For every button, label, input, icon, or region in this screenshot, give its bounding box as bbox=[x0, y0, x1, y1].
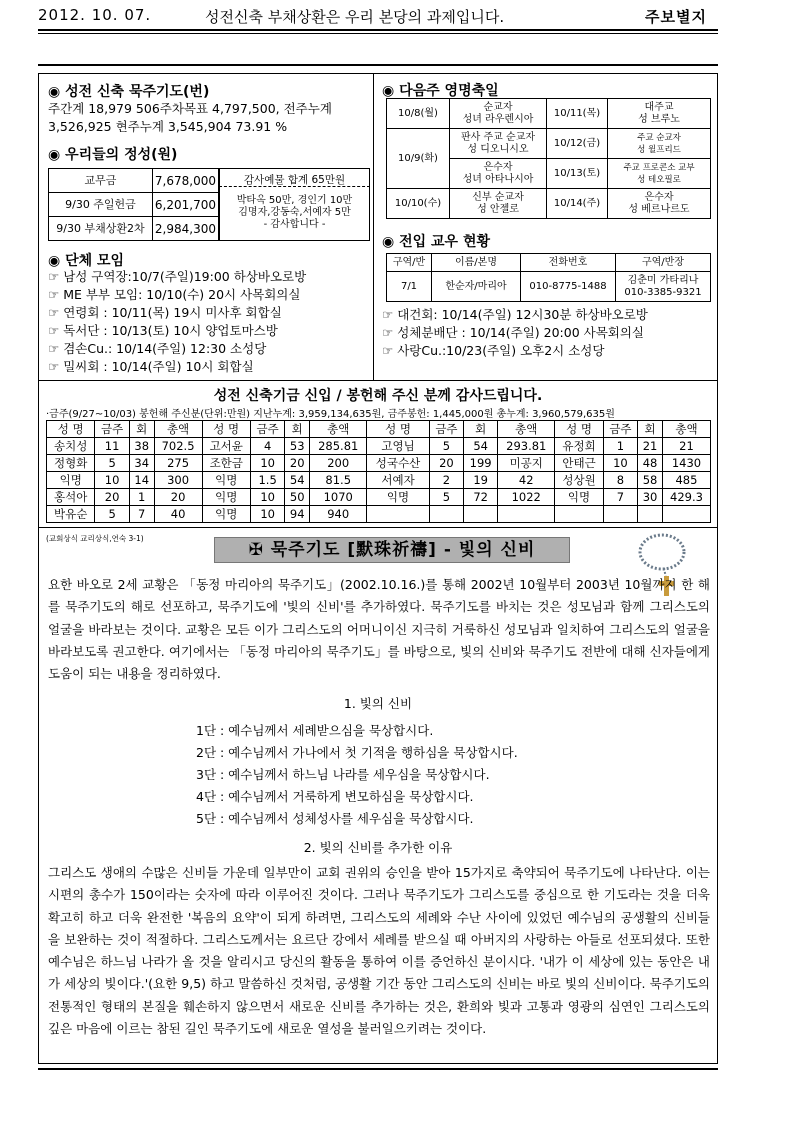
donation-cell: 1 bbox=[129, 489, 154, 506]
donation-cell: 58 bbox=[638, 472, 663, 489]
donation-cell: 8 bbox=[603, 472, 637, 489]
feast-date: 10/14(주) bbox=[547, 189, 608, 219]
feast-heading: ◉ 다음주 영명축일 bbox=[382, 83, 499, 99]
donation-cell: 익명 bbox=[202, 472, 250, 489]
donation-cell bbox=[603, 506, 637, 523]
donation-cell: 14 bbox=[129, 472, 154, 489]
donation-cell: 고영님 bbox=[367, 438, 429, 455]
donation-cell: 485 bbox=[662, 472, 710, 489]
donation-cell: 50 bbox=[285, 489, 310, 506]
header-rule bbox=[38, 29, 718, 31]
column-header: 회 bbox=[464, 421, 498, 438]
thanks-line-2: 김명자,강동숙,서예자 5만 bbox=[238, 207, 351, 218]
donation-cell: 94 bbox=[285, 506, 310, 523]
table-header-row bbox=[47, 421, 711, 438]
column-header: 금주 bbox=[250, 421, 284, 438]
donation-cell: 20 bbox=[95, 489, 129, 506]
donation-cell: 1 bbox=[603, 438, 637, 455]
donation-cell bbox=[367, 506, 429, 523]
donation-cell: 285.81 bbox=[310, 438, 367, 455]
list-item: ☞ 성체분배단 : 10/14(주일) 20:00 사목회의실 bbox=[382, 325, 644, 340]
donation-cell: 2 bbox=[429, 472, 463, 489]
donation-cell: 20 bbox=[285, 455, 310, 472]
offering-row bbox=[49, 193, 219, 217]
column-header: 금주 bbox=[95, 421, 129, 438]
donation-cell: 300 bbox=[154, 472, 202, 489]
donation-cell: 미공지 bbox=[498, 455, 555, 472]
donation-cell: 안태근 bbox=[555, 455, 603, 472]
list-item: ☞ 겸손Cu.: 10/14(주일) 12:30 소성당 bbox=[48, 341, 267, 356]
donation-cell: 53 bbox=[285, 438, 310, 455]
article-banner: ✠ 묵주기도 [默珠祈禱] - 빛의 신비 bbox=[214, 537, 570, 563]
article-source: (교회상식 교리상식,연숙 3-1) bbox=[46, 534, 144, 543]
thanks-line-3: - 감사합니다 - bbox=[263, 219, 326, 230]
bulletin-date: 2012. 10. 07. bbox=[38, 6, 152, 24]
article-intro: 요한 바오로 2세 교황은 「동정 마리아의 묵주기도」(2002.10.16.)를 통해 2002년 10월부터 2003년 10월까지 한 해를 묵주기도의 해로 선포하고, 묵주기도에 '빛의 신비'를 추가하였다. 묵주기도를 바치는 것은 성모님과 함께 그리스도의 얼굴을 바라보는 것이다. 교황은 모든 이가 그리스도의 어머니이신 지극히 거룩하신 성모님과 일치하여 그리스도의 얼굴을 바라보도록 권고한다. 여기에서는 「동정 마리아의 묵주기도」를 바탕으로, 빛의 신비와 묵주기도 전반에 대해 신자들에게 도움이 되는 내용을 정리하였다. bbox=[48, 577, 710, 682]
hand-pointer-icon: ☞ bbox=[48, 341, 64, 356]
donation-cell: 42 bbox=[498, 472, 555, 489]
table-row bbox=[387, 254, 711, 272]
donation-cell: 10 bbox=[250, 506, 284, 523]
section-heading-2: 2. 빛의 신비를 추가한 이유 bbox=[303, 840, 453, 855]
list-item: 4단 : 예수님께서 거룩하게 변모하심을 묵상합시다. bbox=[196, 789, 474, 804]
column-header: 총액 bbox=[310, 421, 367, 438]
groups-heading: ◉ 단체 모임 bbox=[48, 253, 125, 269]
donation-cell: 정형화 bbox=[47, 455, 95, 472]
donation-cell: 702.5 bbox=[154, 438, 202, 455]
donation-cell: 19 bbox=[464, 472, 498, 489]
donation-table bbox=[46, 420, 711, 523]
donation-cell bbox=[638, 506, 663, 523]
list-item: ☞ ME 부부 모임: 10/10(수) 20시 사목회의실 bbox=[48, 287, 301, 302]
donation-cell: 익명 bbox=[555, 489, 603, 506]
bullet-icon: ◉ bbox=[382, 234, 400, 250]
transfer-cell: 010-8775-1488 bbox=[521, 272, 616, 302]
offering-heading: ◉ 우리들의 정성(원) bbox=[48, 147, 178, 163]
bulletin-headline: 성전신축 부채상환은 우리 본당의 과제입니다. bbox=[205, 8, 505, 26]
rosary-line-1: 주간계 18,979 506주차목표 4,797,500, 전주누계 bbox=[48, 101, 332, 116]
column-header: 총액 bbox=[662, 421, 710, 438]
donation-cell: 54 bbox=[464, 438, 498, 455]
table-row bbox=[47, 438, 711, 455]
donation-cell: 81.5 bbox=[310, 472, 367, 489]
list-item: ☞ 남성 구역장:10/7(주일)19:00 하상바오로방 bbox=[48, 269, 307, 284]
donation-cell: 7 bbox=[603, 489, 637, 506]
column-divider bbox=[373, 73, 374, 380]
donation-cell bbox=[662, 506, 710, 523]
transfer-cell: 한순자/마리아 bbox=[432, 272, 521, 302]
donation-cell: 11 bbox=[95, 438, 129, 455]
donation-cell: 1430 bbox=[662, 455, 710, 472]
list-item: ☞ 사랑Cu.:10/23(주일) 오후2시 소성당 bbox=[382, 343, 605, 358]
donation-cell: 54 bbox=[285, 472, 310, 489]
bullet-icon: ◉ bbox=[382, 83, 400, 99]
feast-date: 10/11(목) bbox=[547, 99, 608, 129]
column-header: 총액 bbox=[498, 421, 555, 438]
column-header: 금주 bbox=[429, 421, 463, 438]
table-row bbox=[387, 272, 711, 302]
column-header: 성 명 bbox=[555, 421, 603, 438]
top-rule bbox=[38, 64, 718, 66]
hand-pointer-icon: ☞ bbox=[382, 325, 398, 340]
donation-cell: 박유순 bbox=[47, 506, 95, 523]
feast-saint: 주교 순교자 성 윌프리드 bbox=[608, 129, 711, 159]
donation-cell bbox=[555, 506, 603, 523]
hand-pointer-icon: ☞ bbox=[382, 343, 398, 358]
offering-value: 7,678,000 bbox=[152, 169, 218, 193]
bullet-icon: ◉ bbox=[48, 253, 66, 269]
offering-label: 교무금 bbox=[49, 169, 153, 193]
column-header: 회 bbox=[285, 421, 310, 438]
donation-cell: 성상원 bbox=[555, 472, 603, 489]
donation-cell: 21 bbox=[638, 438, 663, 455]
hand-pointer-icon: ☞ bbox=[48, 269, 64, 284]
feast-date: 10/10(수) bbox=[387, 189, 450, 219]
donation-cell: 72 bbox=[464, 489, 498, 506]
section-divider-1 bbox=[38, 380, 718, 381]
column-header: 전화번호 bbox=[521, 254, 616, 272]
donation-cell: 20 bbox=[429, 455, 463, 472]
hand-pointer-icon: ☞ bbox=[48, 359, 64, 374]
donation-cell: 30 bbox=[638, 489, 663, 506]
donation-cell: 429.3 bbox=[662, 489, 710, 506]
feast-saint: 은수자 성녀 아타나시아 bbox=[450, 159, 547, 189]
donation-cell: 1022 bbox=[498, 489, 555, 506]
transfer-heading: ◉ 전입 교우 현황 bbox=[382, 234, 490, 250]
column-header: 성 명 bbox=[202, 421, 250, 438]
donation-title: 성전 신축기금 신입 / 봉헌해 주신 분께 감사드립니다. bbox=[213, 388, 543, 404]
donation-cell: 조한금 bbox=[202, 455, 250, 472]
feast-date: 10/12(금) bbox=[547, 129, 608, 159]
donation-cell: 익명 bbox=[47, 472, 95, 489]
donation-cell: 10 bbox=[95, 472, 129, 489]
donation-cell: 940 bbox=[310, 506, 367, 523]
offering-row bbox=[49, 169, 219, 193]
bullet-icon: ◉ bbox=[48, 147, 66, 163]
rosary-heading: ◉ 성전 신축 묵주기도(번) bbox=[48, 84, 210, 100]
column-header: 성 명 bbox=[367, 421, 429, 438]
hand-pointer-icon: ☞ bbox=[48, 305, 64, 320]
donation-cell: 21 bbox=[662, 438, 710, 455]
feast-date: 10/13(토) bbox=[547, 159, 608, 189]
donation-cell: 유정희 bbox=[555, 438, 603, 455]
donation-cell: 익명 bbox=[202, 489, 250, 506]
donation-cell: 익명 bbox=[202, 506, 250, 523]
donation-cell: 10 bbox=[603, 455, 637, 472]
donation-cell: 293.81 bbox=[498, 438, 555, 455]
table-row bbox=[387, 129, 711, 159]
donation-cell: 서예자 bbox=[367, 472, 429, 489]
table-row bbox=[47, 489, 711, 506]
donation-cell: 5 bbox=[95, 506, 129, 523]
transfer-table bbox=[386, 253, 711, 302]
transfer-cell: 김춘미 가타리나 010-3385-9321 bbox=[616, 272, 711, 302]
offering-label: 9/30 부채상환2차 bbox=[49, 217, 153, 241]
donation-cell: 20 bbox=[154, 489, 202, 506]
donation-cell bbox=[498, 506, 555, 523]
feast-date: 10/9(화) bbox=[387, 129, 450, 189]
footer-rule bbox=[38, 1068, 718, 1070]
offering-table bbox=[48, 168, 219, 241]
feast-table bbox=[386, 98, 711, 219]
hand-pointer-icon: ☞ bbox=[48, 323, 64, 338]
offering-label: 9/30 주일헌금 bbox=[49, 193, 153, 217]
donation-cell: 10 bbox=[250, 489, 284, 506]
donation-cell: 고서윤 bbox=[202, 438, 250, 455]
list-item: ☞ 연령회 : 10/11(목) 19시 미사후 회합실 bbox=[48, 305, 282, 320]
donation-cell: 1070 bbox=[310, 489, 367, 506]
table-row bbox=[387, 189, 711, 219]
bulletin-insert-label: 주보별지 bbox=[645, 8, 707, 26]
header-rule-thin bbox=[38, 33, 718, 34]
column-header: 구역/반장 bbox=[616, 254, 711, 272]
column-header: 금주 bbox=[603, 421, 637, 438]
table-row bbox=[387, 99, 711, 129]
column-header: 회 bbox=[129, 421, 154, 438]
list-item: ☞ 대건회: 10/14(주일) 12시30분 하상바오로방 bbox=[382, 307, 648, 322]
offering-value: 6,201,700 bbox=[152, 193, 218, 217]
cross-flower-icon: ✠ bbox=[248, 540, 271, 560]
feast-saint: 신부 순교자 성 안젤로 bbox=[450, 189, 547, 219]
donation-cell: 5 bbox=[429, 489, 463, 506]
donation-cell bbox=[464, 506, 498, 523]
list-item: ☞ 독서단 : 10/13(토) 10시 양업토마스방 bbox=[48, 323, 278, 338]
table-row bbox=[47, 472, 711, 489]
offering-value: 2,984,300 bbox=[152, 217, 218, 241]
list-item: ☞ 밀씨회 : 10/14(주일) 10시 회합실 bbox=[48, 359, 254, 374]
column-header: 회 bbox=[638, 421, 663, 438]
feast-saint: 주교 프로콘소 교부 성 테오필로 bbox=[608, 159, 711, 189]
feast-saint: 은수자 성 베르나르도 bbox=[608, 189, 711, 219]
section-heading-1: 1. 빛의 신비 bbox=[343, 696, 413, 711]
groups-list bbox=[48, 268, 306, 376]
table-row bbox=[47, 506, 711, 523]
donation-cell: 성국수산 bbox=[367, 455, 429, 472]
donation-cell: 1.5 bbox=[250, 472, 284, 489]
section-divider-2 bbox=[38, 527, 718, 528]
donation-cell: 34 bbox=[129, 455, 154, 472]
feast-saint: 대주교 성 브루노 bbox=[608, 99, 711, 129]
column-header: 총액 bbox=[154, 421, 202, 438]
mysteries-list bbox=[196, 720, 518, 830]
thanks-title: 감사예물 합계 65만원 bbox=[243, 174, 346, 186]
donation-cell: 38 bbox=[129, 438, 154, 455]
donation-summary: ·금주(9/27~10/03) 봉헌해 주신분(단위:만원) 지난누계: 3,959,134,635원, 금주봉헌: 1,445,000원 총누계: 3,960,579,635원 bbox=[46, 409, 615, 420]
donation-cell: 199 bbox=[464, 455, 498, 472]
donation-cell: 4 bbox=[250, 438, 284, 455]
donation-cell: 200 bbox=[310, 455, 367, 472]
donation-cell: 5 bbox=[429, 438, 463, 455]
rosary-line-2: 3,526,925 현주누계 3,545,904 73.91 % bbox=[48, 119, 288, 134]
feast-date: 10/8(월) bbox=[387, 99, 450, 129]
donation-cell: 10 bbox=[250, 455, 284, 472]
donation-cell: 홍석아 bbox=[47, 489, 95, 506]
list-item: 5단 : 예수님께서 성체성사를 세우심을 묵상합시다. bbox=[196, 811, 474, 826]
column-header: 성 명 bbox=[47, 421, 95, 438]
thanks-line-1: 박타옥 50만, 경인기 10만 bbox=[236, 195, 353, 206]
table-row bbox=[47, 455, 711, 472]
donation-cell: 40 bbox=[154, 506, 202, 523]
donation-cell: 275 bbox=[154, 455, 202, 472]
list-item: 1단 : 예수님께서 세례받으심을 묵상합시다. bbox=[196, 723, 434, 738]
donation-cell: 익명 bbox=[367, 489, 429, 506]
donation-cell: 7 bbox=[129, 506, 154, 523]
transfer-events bbox=[382, 306, 648, 360]
column-header: 구역/반 bbox=[387, 254, 432, 272]
column-header: 이름/본명 bbox=[432, 254, 521, 272]
transfer-cell: 7/1 bbox=[387, 272, 432, 302]
donation-cell: 5 bbox=[95, 455, 129, 472]
list-item: 2단 : 예수님께서 가나에서 첫 기적을 행하심을 묵상합시다. bbox=[196, 745, 518, 760]
hand-pointer-icon: ☞ bbox=[48, 287, 64, 302]
hand-pointer-icon: ☞ bbox=[382, 307, 398, 322]
feast-saint: 순교자 성녀 라우렌시아 bbox=[450, 99, 547, 129]
article-reason: 그리스도 생애의 수많은 신비들 가운데 일부만이 교회 권위의 승인을 받아 15가지로 축약되어 묵주기도에 나타난다. 이는 시편의 총수가 150이라는 숫자에 따라 이루어진 것이다. 그러나 묵주기도가 그리스도를 중심으로 한 기도라는 것을 더욱 확고히 하고 더욱 완전한 '복음의 요약'이 되게 하려면, 그리스도의 세례와 수난 사이에 있었던 예수님의 공생활의 신비들을 보완하는 것이 적절하다. 그리스도께서는 요르단 강에서 세례를 받으실 때 아버지의 사랑하는 아들로 선포되셨다. 또한 예수님은 하느님 나라가 올 것을 알리시고 당신의 활동을 통하여 이를 증언하신 분이시다. '내가 이 세상에 있는 동안은 내가 세상의 빛이다.'(요한 9,5) 하고 말씀하신 것처럼, 공생활 기간 동안 그리스도의 신비는 바로 빛의 신비이다. 묵주기도의 전통적인 형태의 본질을 훼손하지 않으면서 새로운 신비를 추가하는 것은, 환희와 빛과 고통과 영광의 심연인 그리스도의 깊은 마음에 이르는 참된 길인 묵주기도에 새로운 열성을 불러일으키려는 것이다. bbox=[48, 865, 710, 1037]
donation-cell: 48 bbox=[638, 455, 663, 472]
feast-saint: 판사 주교 순교자 성 디오니시오 bbox=[450, 129, 547, 159]
list-item: 3단 : 예수님께서 하느님 나라를 세우심을 묵상합시다. bbox=[196, 767, 490, 782]
donation-cell: 송치성 bbox=[47, 438, 95, 455]
bullet-icon: ◉ bbox=[48, 84, 66, 100]
offering-row bbox=[49, 217, 219, 241]
donation-cell bbox=[429, 506, 463, 523]
